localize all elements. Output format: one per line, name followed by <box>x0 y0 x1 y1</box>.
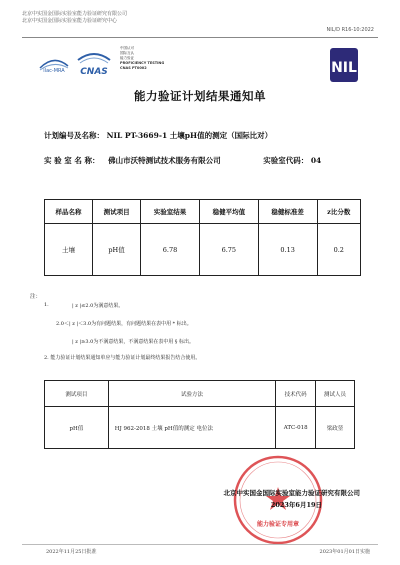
note-line-2: 2.0＜| z |＜3.0为有问题结果，有问题结果在表中用 * 标出。 <box>56 321 192 327</box>
results-header-row <box>45 200 361 224</box>
issue-date: 2023年6月19日 <box>270 501 322 509</box>
method-tester-cell: 梁政堃 <box>316 407 355 449</box>
results-header-cell: 实验室结果 <box>141 200 200 224</box>
doc-code: NIL/D R16-10:2022 <box>326 27 374 33</box>
cnas-text-line: PROFICIENCY TESTING <box>120 61 165 65</box>
note-line-3: | z |≥3.0为不满意结果，不满意结果在表中用 § 标出。 <box>72 339 195 345</box>
note-line-1: | z |≤2.0为满意结果。 <box>72 303 124 309</box>
results-header-cell: 稳健平均值 <box>199 200 258 224</box>
table-row <box>45 224 361 276</box>
plan-line <box>44 130 272 141</box>
nil-logo <box>330 48 358 82</box>
note-number: 1. <box>44 302 49 308</box>
method-header-cell: 测试人员 <box>316 381 355 407</box>
plan-label: 计划编号及名称： <box>44 131 104 140</box>
sample-name-cell: 土壤 <box>45 224 93 276</box>
method-table <box>44 380 355 449</box>
footer-divider <box>22 544 378 545</box>
cnas-label: CNAS <box>80 67 108 77</box>
header-org-line1: 北京中实国金国际实验室能力验证研究有限公司 <box>22 11 128 17</box>
results-header-cell: 稳健标准差 <box>258 200 317 224</box>
results-header-cell: 测试项目 <box>93 200 141 224</box>
lab-result-cell: 6.78 <box>141 224 200 276</box>
method-header-cell: 试验方法 <box>108 381 275 407</box>
method-header-cell: 技术代码 <box>276 381 316 407</box>
lab-code-label: 实验室代码： <box>263 156 309 165</box>
method-test-item-cell: pH值 <box>45 407 109 449</box>
seal-text: 能力验证专用章 <box>256 521 300 528</box>
lab-name-label: 实 验 室 名 称： <box>44 156 100 165</box>
note-line-4: 2. 能力验证计划结果通知单应与能力验证计划最终结果报告结合使用。 <box>44 355 201 361</box>
document-title: 能力验证计划结果通知单 <box>134 89 266 103</box>
method-standard-cell: HJ 962-2018 土壤 pH值的测定 电位法 <box>108 407 275 449</box>
ilac-label: ilac-MRA <box>43 68 65 74</box>
header-org-line2: 北京中实国金国际实验室能力验证研究中心 <box>22 18 118 24</box>
plan-value: NIL PT-3669-1 土壤pH值的测定（国际比对） <box>106 131 273 140</box>
method-tech-code-cell: ATC-018 <box>276 407 316 449</box>
cnas-text-line: 国际互认 <box>120 51 134 55</box>
method-header-row <box>45 381 355 407</box>
robust-mean-cell: 6.75 <box>199 224 258 276</box>
cnas-accreditation-text <box>120 46 164 71</box>
approval-date: 2022年11月25日批准 <box>46 549 97 555</box>
header-org-names <box>22 11 127 25</box>
lab-name-value: 佛山市沃特测试技术服务有限公司 <box>108 156 221 165</box>
z-score-cell: 0.2 <box>317 224 360 276</box>
cnas-text-line: CNAS PT0002 <box>120 66 147 70</box>
nil-label: NIL <box>331 60 357 76</box>
effective-date: 2023年01月01日实施 <box>319 549 370 555</box>
ilac-mra-logo <box>38 56 70 74</box>
notes-label: 注： <box>30 294 42 300</box>
cnas-text-line: 能力验证 <box>120 56 134 60</box>
header-divider <box>22 37 378 38</box>
table-row <box>45 407 355 449</box>
issuer-name: 北京中实国金国际实验室能力验证研究有限公司 <box>223 489 360 497</box>
results-table <box>44 199 361 276</box>
test-item-cell: pH值 <box>93 224 141 276</box>
cnas-logo <box>74 48 114 78</box>
lab-line <box>44 155 321 166</box>
robust-sd-cell: 0.13 <box>258 224 317 276</box>
results-header-cell: z比分数 <box>317 200 360 224</box>
method-header-cell: 测试项目 <box>45 381 109 407</box>
results-header-cell: 样品名称 <box>45 200 93 224</box>
lab-code-value: 04 <box>310 156 322 165</box>
cnas-text-line: 中国认可 <box>120 46 134 50</box>
